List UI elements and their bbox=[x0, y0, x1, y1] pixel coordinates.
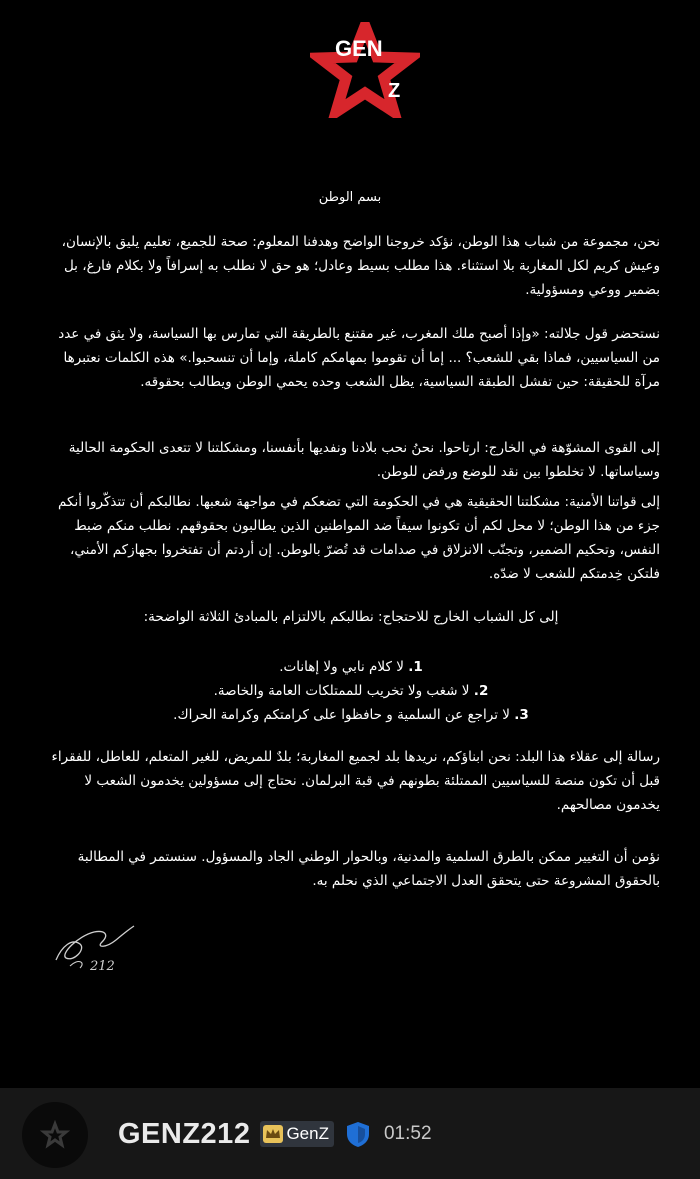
logo-text-bottom: Z bbox=[388, 80, 401, 102]
author-name[interactable]: GENZ212 bbox=[118, 1117, 251, 1150]
principle-item bbox=[42, 679, 660, 703]
paragraph-security-forces: إلى قواتنا الأمنية: مشكلتنا الحقيقية هي في الحكومة التي تضعكم في مواجهة شعبها. نطالبكم أن تتذكّروا أنكم جزء من هذا الوطن؛ لا محل لكم أن تكونوا سيفاً ضد المواطنين الذين يطالبون بحقوقهم. نطلب منكم ضبط النفس، وتحكيم الضمير، وتجنّب الانزلاق في صدامات قد تُضرّ بالوطن. إن أردتم أن تفتخروا بجهازكم الأمني، فلتكن خِدمتكم للشعب لا ضدّه. bbox=[58, 494, 660, 582]
role-badge-label: GenZ bbox=[286, 1124, 329, 1143]
paragraph-royal-quote: نستحضر قول جلالته: «وإذا أصبح ملك المغرب، غير مقتنع بالطريقة التي تمارس بها السياسة، ولا يثق في عدد من السياسيين، فماذا بقي للشعب؟ ... إما أن تقوموا بمهامكم كاملة، وإما أن تنسحبوا.» هذه الكلمات نعتبرها مرآة للحقيقة: حين تفشل الطبقة السياسية، يظل الشعب وحده يحمي الوطن ويطالب بحقوقه. bbox=[58, 326, 660, 390]
logo-text-top: GEN bbox=[335, 36, 383, 61]
crown-badge-icon bbox=[263, 1125, 283, 1143]
role-badge[interactable] bbox=[260, 1121, 334, 1147]
principle-text: لا كلام نابي ولا إهانات. bbox=[279, 659, 404, 675]
principle-number: 1. bbox=[408, 659, 423, 675]
principle-item bbox=[42, 703, 660, 727]
signature-text: 212 bbox=[90, 959, 115, 974]
paragraph-message-to-wise: رسالة إلى عقلاء هذا البلد: نحن ابناؤكم، نريدها بلد لجميع المغاربة؛ بلدٌ للمريض، للغير المتعلم، للعاطل، للفقراء قبل أن تكون منصة للسياسيين الممتلئة بطونهم في قبة البرلمان. نحتاج إلى مسؤولين يخدمون الشعب لا يخدمون مصالحهم. bbox=[51, 749, 660, 813]
letter-title: بسم الوطن bbox=[318, 190, 382, 205]
principle-number: 2. bbox=[473, 683, 489, 699]
star-avatar-icon bbox=[44, 1124, 66, 1145]
principle-number: 3. bbox=[514, 707, 529, 723]
author-row bbox=[118, 1116, 432, 1152]
post-footer bbox=[0, 1088, 700, 1179]
author-avatar[interactable] bbox=[22, 1102, 88, 1168]
signature bbox=[50, 918, 140, 976]
principle-item bbox=[42, 655, 660, 679]
paragraph-intro: نحن، مجموعة من شباب هذا الوطن، نؤكد خروجنا الواضح وهدفنا المعلوم: صحة للجميع، تعليم يليق بالإنسان، وعيش كريم لكل المغاربة بلا استثناء. هذا مطلب بسيط وعادل؛ هو حق لا نطلب به إسرافاً ولا بكلام فارغ، بل بضمير ووعي ومسؤولية. bbox=[61, 234, 660, 298]
principle-text: لا تراجع عن السلمية و حافظوا على كرامتكم وكرامة الحراك. bbox=[173, 707, 510, 723]
paragraph-conclusion: نؤمن أن التغيير ممكن بالطرق السلمية والمدنية، وبالحوار الوطني الجاد والمسؤول. سنستمر في المطالبة بالحقوق المشروعة حتى يتحقق العدل الاجتماعي الذي نحلم به. bbox=[77, 849, 660, 889]
paragraph-principles-intro: إلى كل الشباب الخارج للاحتجاج: نطالبكم بالالتزام بالمبادئ الثلاثة الواضحة: bbox=[143, 609, 559, 625]
post-timestamp: 01:52 bbox=[383, 1123, 432, 1144]
verified-shield-icon bbox=[346, 1121, 370, 1148]
principle-text: لا شغب ولا تخريب للممتلكات العامة والخاصة. bbox=[213, 683, 470, 699]
principles-list bbox=[42, 655, 660, 727]
paragraph-foreign-forces: إلى القوى المشوّهة في الخارج: ارتاحوا. نحنُ نحب بلادنا ونفديها بأنفسنا، ومشكلتنا لا تتعدى الحكومة الحالية وسياساتها. لا تخلطوا بين نقد للوضع ورفض للوطن. bbox=[68, 440, 660, 480]
genz-logo bbox=[310, 22, 420, 118]
